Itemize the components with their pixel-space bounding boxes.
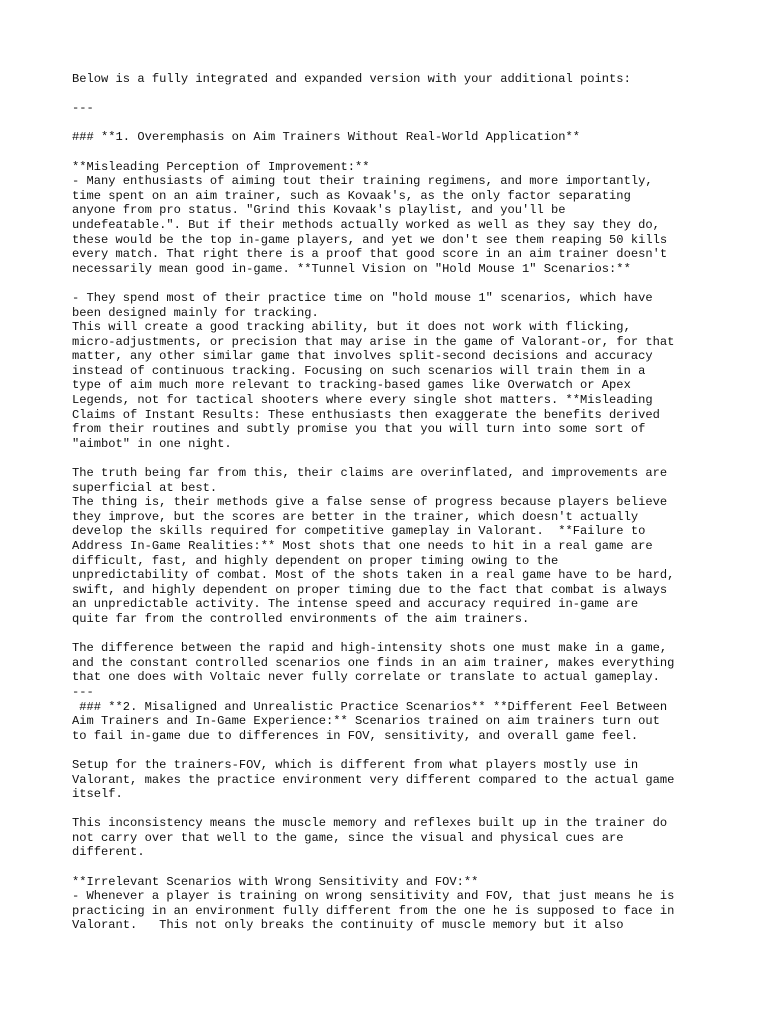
misleading-perception-paragraph: **Misleading Perception of Improvement:** - Many enthusiasts of aiming tout their training regimens, and more importantly, time spent on an aim trainer, such as Kovaak's, as the only factor separating anyone from pro status. "Grind this Kovaak's playlist, and you'll be undefeatable.". But if their methods actually worked as well as they say they do, these would be the top in-game players, and yet we don't see them reaping 50 kills every match. That right there is a proof that good score in an aim trainer doesn't necessarily mean good in-game. **Tunnel Vision on "Hold Mouse 1" Scenarios:**	[72, 159, 668, 276]
irrelevant-scenarios-paragraph: **Irrelevant Scenarios with Wrong Sensitivity and FOV:** - Whenever a player is training on wrong sensitivity and FOV, that just means he is practicing in an environment fully different from the one he is supposed to face in Valorant. This not only breaks the continuity of muscle memory but it also	[72, 874, 675, 933]
inconsistency-paragraph: This inconsistency means the muscle memory and reflexes built up in the trainer do not carry over that well to the game, since the visual and physical cues are different.	[72, 816, 668, 860]
section-1-heading: ### **1. Overemphasis on Aim Trainers Without Real-World Application**	[72, 130, 581, 145]
truth-paragraph: The truth being far from this, their claims are overinflated, and improvements are superficial at best. The thing is, their methods give a false sense of progress because players believe they improve, but the scores are better in the trainer, which doesn't actually develop the skills required for competitive gameplay in Valorant. **Failure to Address In-Game Realities:** Most shots that one needs to hit in a real game are difficult, fast, and highly dependent on proper timing owing to the unpredictability of combat. Most of the shots taken in a real game have to be hard, swift, and highly dependent on proper timing due to the fact that combat is always an unpredictable activity. The intense speed and accuracy required in-game are quite far from the controlled environments of the aim trainers.	[72, 466, 675, 626]
intro-paragraph: Below is a fully integrated and expanded version with your additional points:	[72, 72, 631, 86]
document-page	[72, 72, 712, 933]
setup-paragraph: Setup for the trainers-FOV, which is different from what players mostly use in Valorant, makes the practice environment very different compared to the actual game itself.	[72, 757, 675, 802]
difference-paragraph: The difference between the rapid and high-intensity shots one must make in a game, and the constant controlled scenarios one finds in an aim trainer, makes everything that one does with Voltaic never fully correlate or translate to actual gameplay. --- ### **2. Misaligned and Unrealistic Practice Scenarios** **Different Feel Between Aim Trainers and In-Game Experience:** Scenarios trained on aim trainers turn out to fail in-game due to differences in FOV, sensitivity, and overall game feel.	[72, 641, 675, 743]
hold-mouse-paragraph: - They spend most of their practice time on "hold mouse 1" scenarios, which have been designed mainly for tracking. This will create a good tracking ability, but it does not work with flicking, micro-adjustments, or precision that may arise in the game of Valorant-or, for that matter, any other similar game that involves split-second decisions and accuracy instead of continuous tracking. Focusing on such scenarios will train them in a type of aim much more relevant to tracking-based games like Overwatch or Apex Legends, not for tactical shooters where every single shot matters. **Misleading Claims of Instant Results: These enthusiasts then exaggerate the benefits derived from their routines and subtly promise you that you will turn into some sort of "aimbot" in one night.	[72, 290, 675, 451]
separator-line: ---	[72, 101, 94, 116]
